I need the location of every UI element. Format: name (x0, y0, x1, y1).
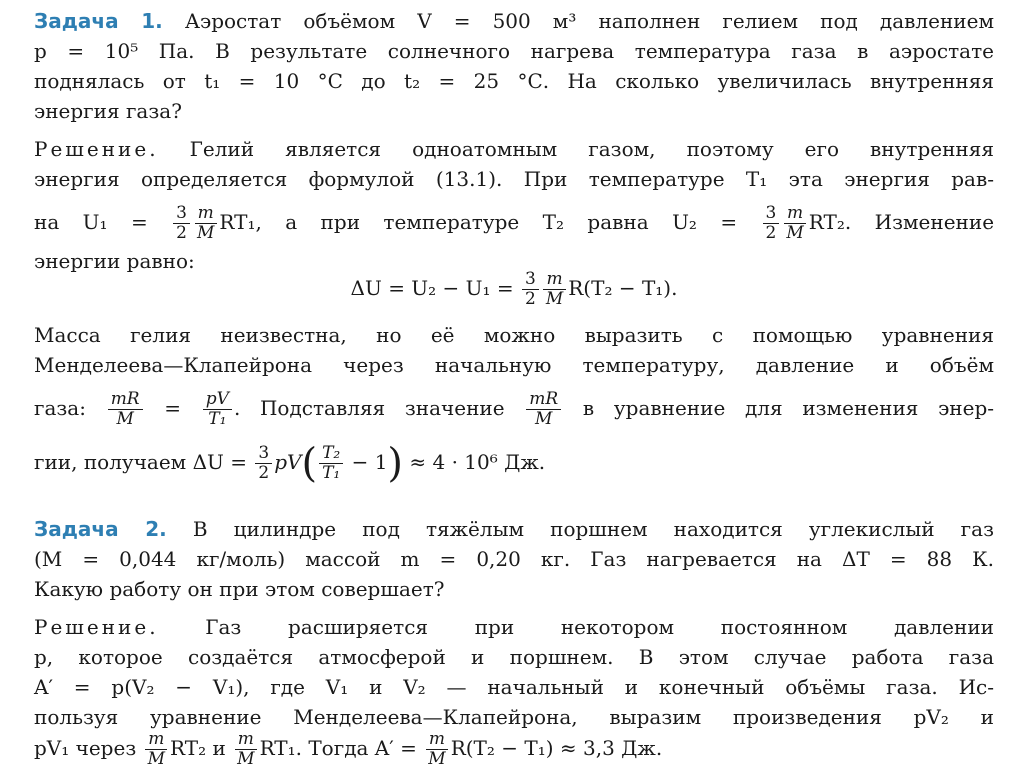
solution1-line7: газа: $\frac{mR}{M}$ = $\frac{pV}{\text{T₁}}$ . Подставляя значение $\frac{mR}{M}$ в уравнение для изменения энер- (34, 389, 995, 429)
fraction-m-M: $\frac{m}{M}$ (145, 730, 168, 769)
solution2-line4: пользуя уравнение Менделеева—Клапейрона, выразим произведения pV₂ и (34, 705, 994, 729)
fraction-m-M: $\frac{m}{M}$ (234, 730, 257, 769)
solution2-line3: A′ = p(V₂ − V₁), где V₁ и V₂ — начальный и конечный объёмы газа. Ис- (34, 675, 994, 699)
fraction-m-M: $\frac{m}{M}$ (194, 204, 217, 243)
task2-line1: Задача 2. В цилиндре под тяжёлым поршнем находится углекислый газ (34, 517, 994, 541)
task1-line3: поднялась от t₁ = 10 °С до t₂ = 25 °С. На сколько увеличилась внутренняя (34, 69, 994, 93)
fraction-3-2: $\frac{3}{2}$ (255, 444, 272, 483)
task2-line2: (M = 0,044 кг/моль) массой m = 0,20 кг. Газ нагревается на ΔT = 88 К. (34, 547, 994, 571)
solution2-header: Решение. (34, 615, 159, 639)
fraction-3-2: $\frac{3}{2}$ (173, 204, 190, 243)
fraction-m-M: $\frac{m}{M}$ (783, 204, 806, 243)
solution1-line4: энергии равно: (34, 249, 195, 273)
solution1-line2: энергия определяется формулой (13.1). При температуре T₁ эта энергия рав- (34, 167, 994, 191)
task1-line2: p = 10⁵ Па. В результате солнечного нагрева температура газа в аэростате (34, 39, 994, 63)
task2-line3: Какую работу он при этом совершает? (34, 577, 445, 601)
task1-line1: Задача 1. Аэростат объёмом V = 500 м³ наполнен гелием под давлением (34, 9, 994, 33)
solution1-line1: Решение. Гелий является одноатомным газом, поэтому его внутренняя (34, 137, 994, 161)
fraction-m-M: $\frac{m}{M}$ (425, 730, 448, 769)
fraction-mR-M: $\frac{mR}{M}$ (526, 390, 561, 429)
fraction-mR-M: $\frac{mR}{M}$ (108, 390, 143, 429)
fraction-pV-T1: $\frac{pV}{\text{T₁}}$ (203, 390, 232, 429)
task2-header: Задача 2. (34, 517, 167, 541)
fraction-3-2: $\frac{3}{2}$ (522, 270, 539, 309)
solution2-line1: Решение. Газ расширяется при некотором постоянном давлении (34, 615, 994, 639)
solution2-line2: p, которое создаётся атмосферой и поршнем. В этом случае работа газа (34, 645, 994, 669)
solution2-line5: pV₁ через $\frac{m}{M}$ RT₂ и $\frac{m}{M}$ RT₁. Тогда A′ = $\frac{m}{M}$ R(T₂ − T₁) ≈ 3,3 Дж. (34, 729, 663, 769)
task1-header: Задача 1. (34, 9, 163, 33)
fraction-T2-T1: $\frac{\text{T₂}}{\text{T₁}}$ (319, 444, 343, 483)
task1-line4: энергия газа? (34, 99, 182, 123)
solution1-line6: Менделеева—Клапейрона через начальную температуру, давление и объём (34, 353, 994, 377)
equation-delta-u: ΔU = U₂ − U₁ = $\frac{3}{2}$ $\frac{m}{M}$ R(T₂ − T₁). (350, 269, 678, 309)
solution1-line8: гии, получаем ΔU = $\frac{3}{2}$ pV( $\frac{\text{T₂}}{\text{T₁}}$ − 1) ≈ 4 · 10⁶ Дж. (34, 440, 546, 487)
fraction-m-M: $\frac{m}{M}$ (543, 270, 566, 309)
solution1-header: Решение. (34, 137, 159, 161)
solution1-line5: Масса гелия неизвестна, но её можно выразить с помощью уравнения (34, 323, 994, 347)
fraction-3-2: $\frac{3}{2}$ (763, 204, 780, 243)
solution1-line3: на U₁ = $\frac{3}{2}$ $\frac{m}{M}$ RT₁, а при температуре T₂ равна U₂ = $\frac{3}{2}$ $\frac{m}{M}$ RT₂. Изменение (34, 203, 995, 243)
